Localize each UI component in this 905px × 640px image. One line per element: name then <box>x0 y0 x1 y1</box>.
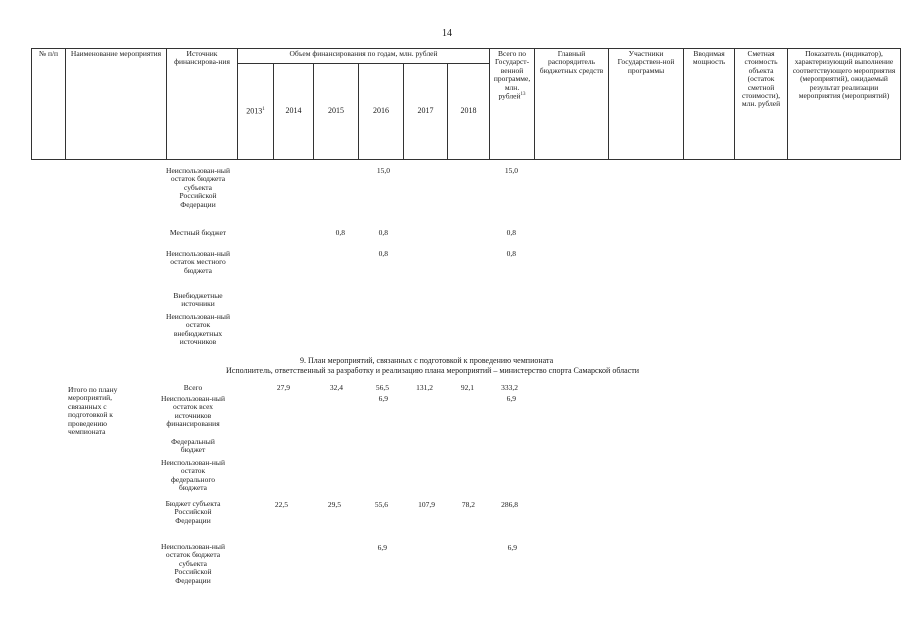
header-col-capacity: Вводимая мощность <box>684 49 735 160</box>
source-cell: Федеральный бюджет <box>171 437 215 455</box>
value-2018: 78,2 <box>461 500 475 509</box>
value-2016: 6,9 <box>378 394 388 403</box>
source-cell: Бюджет субъекта Российской Федерации <box>165 499 221 525</box>
header-col-indicator: Показатель (индикатор), характеризующий выполнение соответствующего мероприятия (мероприятий), ожидаемый результат реализации мероприятия (мероприятий) <box>788 49 901 160</box>
value-total: 6,9 <box>507 543 517 552</box>
source-cell: Неиспользован-ный остаток местного бюджета <box>166 249 230 275</box>
value-2016: 55,6 <box>374 500 388 509</box>
value-2016: 15,0 <box>376 166 390 175</box>
value-2015: 0,8 <box>335 228 345 237</box>
value-total: 333,2 <box>501 383 518 392</box>
value-2017: 107,9 <box>418 500 435 509</box>
source-cell: Внебюджетные источники <box>173 291 223 309</box>
header-col-cost: Сметная стоимость объекта (остаток сметной стоимости), млн. рублей <box>735 49 788 160</box>
value-2016: 56,5 <box>375 383 389 392</box>
value-total: 6,9 <box>506 394 516 403</box>
value-total: 0,8 <box>506 228 516 237</box>
header-col-funding: Объем финансирования по годам, млн. рублей <box>238 49 490 64</box>
value-total: 286,8 <box>501 500 518 509</box>
source-cell: Неиспользован-ный остаток всех источников финансирования <box>161 394 225 429</box>
header-col-participants: Участники Государствен-ной программы <box>609 49 684 160</box>
value-2014: 22,5 <box>274 500 288 509</box>
source-cell: Неиспользован-ный остаток бюджета субъекта Российской Федерации <box>161 542 225 585</box>
header-col-num: № п/п <box>32 49 66 160</box>
header-year-2016: 2016 <box>359 64 404 160</box>
header-year-2015: 2015 <box>314 64 359 160</box>
value-total: 0,8 <box>506 249 516 258</box>
source-cell: Неиспользован-ный остаток внебюджетных источников <box>166 312 230 347</box>
table-header <box>31 48 901 160</box>
value-2016: 0,8 <box>378 249 388 258</box>
header-col-total: Всего по Государст-венной программе, млн. рублей$^{13}$ <box>490 49 535 160</box>
section-executor: Исполнитель, ответственный за разработку и реализацию плана мероприятий – министерство спорта Самарской области <box>226 366 640 375</box>
header-col-name: Наименование мероприятия <box>66 49 167 160</box>
source-cell: Местный бюджет <box>169 228 227 237</box>
total-label: Итого по плану мероприятий, связанных с подготовкой к проведению чемпионата <box>68 385 118 436</box>
value-2018: 92,1 <box>460 383 474 392</box>
header-year-2014: 2014 <box>274 64 314 160</box>
header-year-2013: 2013$^1$ <box>238 64 274 160</box>
source-cell: Неиспользован-ный остаток бюджета субъекта Российской Федерации <box>166 166 230 209</box>
header-col-distributor: Главный распорядитель бюджетных средств <box>535 49 609 160</box>
source-cell: Всего <box>183 383 203 392</box>
page-number: 14 <box>442 28 452 39</box>
value-2015: 32,4 <box>329 383 343 392</box>
source-cell: Неиспользован-ный остаток федерального бюджета <box>161 458 225 493</box>
value-2016: 0,8 <box>378 228 388 237</box>
header-year-2018: 2018 <box>448 64 490 160</box>
value-2014: 27,9 <box>276 383 290 392</box>
value-total: 15,0 <box>504 166 518 175</box>
section-title: 9. План мероприятий, связанных с подготовкой к проведению чемпионата <box>300 356 554 365</box>
value-2017: 131,2 <box>416 383 433 392</box>
header-year-2017: 2017 <box>404 64 448 160</box>
value-2016: 6,9 <box>377 543 387 552</box>
value-2015: 29,5 <box>327 500 341 509</box>
header-col-source: Источник финансирова-ния <box>167 49 238 160</box>
